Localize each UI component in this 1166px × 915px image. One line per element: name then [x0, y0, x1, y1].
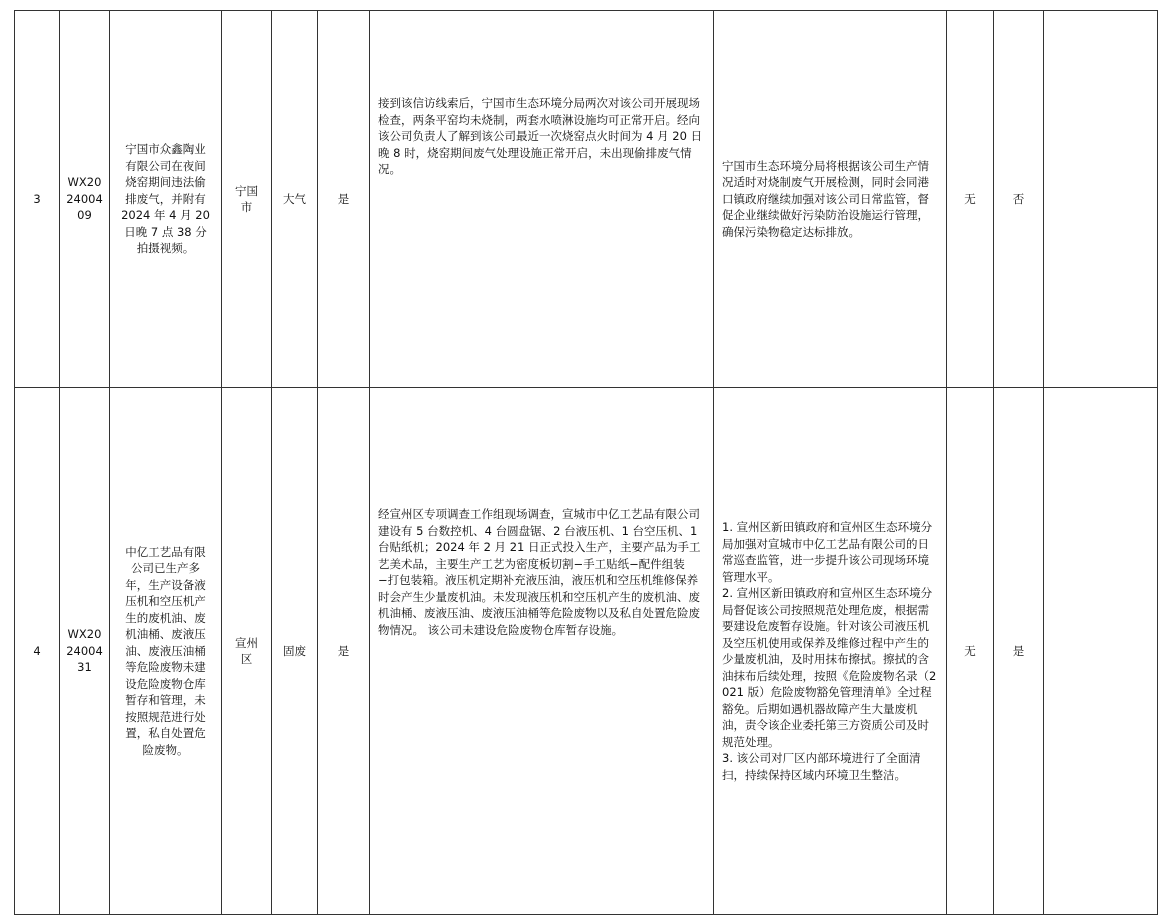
- region: 宁国 市: [222, 11, 272, 388]
- pollution-type: 大气: [272, 11, 318, 388]
- remark: [1044, 11, 1158, 388]
- complaint-content: 宁国市众鑫陶业 有限公司在夜间 烧窑期间违法偷 排废气，并附有 2024 年 4 月 20 日晚 7 点 38 分 拍摄视频。: [110, 11, 222, 388]
- handling-item: 2. 宣州区新田镇政府和宣州区生态环境分局督促该公司按照规范处理危废，根据需要建设危废暂存设施。针对该公司液压机及空压机使用或保养及维修过程中产生的少量废机油，及时用抹布擦拭。擦拭的含油抹布后续处理，按照《危险废物名录（2021 版）危险废物豁免管理清单》全过程豁免。后期如遇机器故障产生大量废机油，责令该企业委托第三方资质公司及时规范处理。: [722, 586, 937, 749]
- investigation-result: 经宣州区专项调查工作组现场调查，宣城市中亿工艺品有限公司建设有 5 台数控机、4 台圆盘锯、2 台液压机、1 台空压机、1 台贴纸机；2024 年 2 月 21 日正式投入生产，主要产品为手工艺美术品，主要生产工艺为密度板切割−手工贴纸−配件组装−打包装箱。液压机定期补充液压油，液压机和空压机维修保养时会产生少量废机油。未发现液压机和空压机产生的废机油、废机油桶、废液压油、废液压油桶等危险废物以及私自处置危险废物情况。 该公司未建设危险废物仓库暂存设施。: [370, 388, 714, 915]
- row-index: 3: [15, 11, 60, 388]
- handling-measures: 宁国市生态环境分局将根据该公司生产情况适时对烧制废气开展检测，同时会同港口镇政府继续加强对该公司日常监管，督促企业继续做好污染防治设施运行管理，确保污染物稳定达标排放。: [714, 11, 947, 388]
- remark: [1044, 388, 1158, 915]
- handling-measures: [714, 388, 947, 915]
- investigation-result: 接到该信访线索后，宁国市生态环境分局两次对该公司开展现场检查，两条平窑均未烧制，两套水喷淋设施均可正常开启。经向该公司负责人了解到该公司最近一次烧窑点火时间为 4 月 20 日晚 8 时，烧窑期间废气处理设施正常开启，未出现偷排废气情况。: [370, 11, 714, 388]
- handling-item: 3. 该公司对厂区内部环境进行了全面清扫，持续保持区域内环境卫生整洁。: [722, 751, 921, 782]
- accountability: 无: [947, 11, 994, 388]
- closed-status: 是: [994, 388, 1044, 915]
- case-id: WX20 24004 09: [60, 11, 110, 388]
- complaint-content: 中亿工艺品有限 公司已生产多 年，生产设备液 压机和空压机产 生的废机油、废 机油桶、废液压 油、废液压油桶 等危险废物未建 设危险废物仓库 暂存和管理，未 按照规范进行处 置，私自处置危 险废物。: [110, 388, 222, 915]
- table-row: [15, 11, 1158, 388]
- substantiated: 是: [318, 11, 370, 388]
- substantiated: 是: [318, 388, 370, 915]
- row-index: 4: [15, 388, 60, 915]
- handling-item: 1. 宣州区新田镇政府和宣州区生态环境分局加强对宣城市中亿工艺品有限公司的日常巡查监管，进一步提升该公司现场环境管理水平。: [722, 520, 933, 584]
- table-row: [15, 388, 1158, 915]
- region: 宣州 区: [222, 388, 272, 915]
- pollution-type: 固废: [272, 388, 318, 915]
- accountability: 无: [947, 388, 994, 915]
- case-id: WX20 24004 31: [60, 388, 110, 915]
- closed-status: 否: [994, 11, 1044, 388]
- complaint-table: [14, 10, 1158, 915]
